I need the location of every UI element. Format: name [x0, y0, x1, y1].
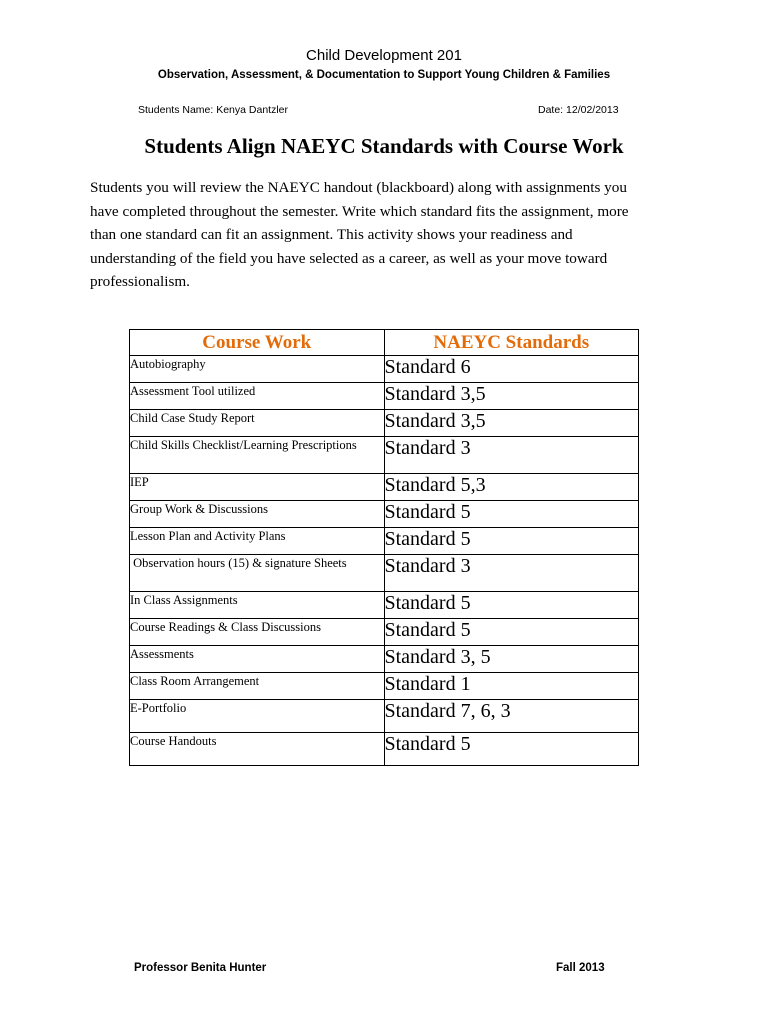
- table-row: [130, 592, 639, 619]
- standard-cell: Standard 5: [384, 501, 639, 528]
- student-name: Students Name: Kenya Dantzler: [138, 104, 288, 116]
- table-row: [130, 474, 639, 501]
- course-work-cell: Autobiography: [130, 356, 385, 383]
- standard-cell: Standard 5,3: [384, 474, 639, 501]
- column-header-course-work: Course Work: [130, 330, 385, 356]
- course-work-cell: Assessments: [130, 646, 385, 673]
- standard-cell: Standard 5: [384, 733, 639, 766]
- course-work-cell: Lesson Plan and Activity Plans: [130, 528, 385, 555]
- date: Date: 12/02/2013: [538, 104, 619, 116]
- table-row: [130, 700, 639, 733]
- table-row: [130, 733, 639, 766]
- footer-term: Fall 2013: [556, 962, 605, 974]
- standard-cell: Standard 3,5: [384, 410, 639, 437]
- table-row: [130, 356, 639, 383]
- column-header-naeyc-standards: NAEYC Standards: [384, 330, 639, 356]
- standard-cell: Standard 7, 6, 3: [384, 700, 639, 733]
- table-row: [130, 619, 639, 646]
- standard-cell: Standard 3, 5: [384, 646, 639, 673]
- table-row: [130, 673, 639, 700]
- table-row: [130, 528, 639, 555]
- standard-cell: Standard 3: [384, 555, 639, 592]
- standard-cell: Standard 5: [384, 592, 639, 619]
- table-row: [130, 646, 639, 673]
- course-work-cell: IEP: [130, 474, 385, 501]
- standard-cell: Standard 3,5: [384, 383, 639, 410]
- table-row: [130, 437, 639, 474]
- standard-cell: Standard 5: [384, 619, 639, 646]
- course-work-cell: Child Case Study Report: [130, 410, 385, 437]
- page-heading: Students Align NAEYC Standards with Course Work: [144, 134, 624, 158]
- standard-cell: Standard 6: [384, 356, 639, 383]
- course-work-cell: In Class Assignments: [130, 592, 385, 619]
- course-work-cell: Child Skills Checklist/Learning Prescriptions: [130, 437, 385, 474]
- instructions-paragraph: Students you will review the NAEYC handout (blackboard) along with assignments you have completed throughout the semester. Write which standard fits the assignment, more than one standard can fit an assignment. This activity shows your readiness and understanding of the field you have selected as a career, as well as your move toward professionalism.: [90, 179, 629, 291]
- standard-cell: Standard 5: [384, 528, 639, 555]
- table-row: [130, 410, 639, 437]
- course-work-cell: Observation hours (15) & signature Sheets: [130, 555, 385, 592]
- course-work-cell: Course Readings & Class Discussions: [130, 619, 385, 646]
- footer-professor: Professor Benita Hunter: [134, 962, 267, 974]
- course-work-cell: E-Portfolio: [130, 700, 385, 733]
- table-row: [130, 383, 639, 410]
- table-header-row: [130, 330, 639, 356]
- standard-cell: Standard 3: [384, 437, 639, 474]
- standard-cell: Standard 1: [384, 673, 639, 700]
- course-work-cell: Group Work & Discussions: [130, 501, 385, 528]
- table-row: [130, 501, 639, 528]
- course-work-cell: Course Handouts: [130, 733, 385, 766]
- standards-table: [129, 329, 639, 766]
- course-work-cell: Class Room Arrangement: [130, 673, 385, 700]
- course-title: Child Development 201: [306, 47, 462, 64]
- table-row: [130, 555, 639, 592]
- course-subtitle: Observation, Assessment, & Documentation to Support Young Children & Families: [157, 69, 611, 81]
- course-work-cell: Assessment Tool utilized: [130, 383, 385, 410]
